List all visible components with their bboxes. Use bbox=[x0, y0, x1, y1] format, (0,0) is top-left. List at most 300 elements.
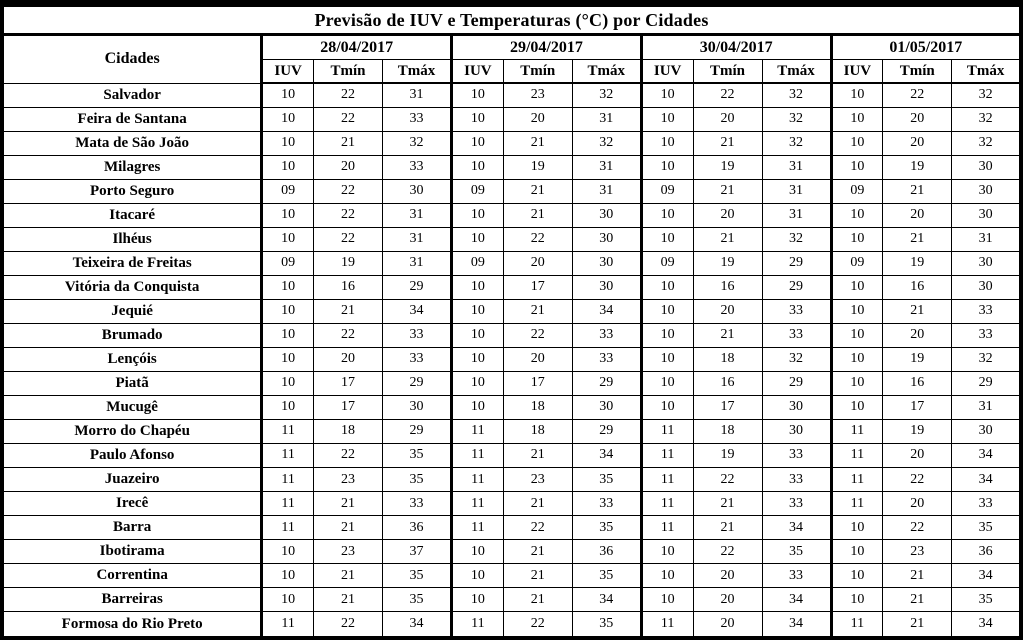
value-cell: 33 bbox=[383, 107, 452, 131]
value-cell: 32 bbox=[952, 107, 1021, 131]
value-cell: 10 bbox=[262, 131, 314, 155]
value-cell: 32 bbox=[762, 131, 831, 155]
value-cell: 22 bbox=[314, 107, 383, 131]
value-cell: 22 bbox=[314, 83, 383, 107]
value-cell: 34 bbox=[572, 588, 641, 612]
value-cell: 33 bbox=[762, 443, 831, 467]
date-header-3: 30/04/2017 bbox=[641, 35, 831, 60]
value-cell: 16 bbox=[693, 275, 762, 299]
value-cell: 11 bbox=[831, 492, 883, 516]
table-title: Previsão de IUV e Temperaturas (°C) por Cidades bbox=[2, 4, 1021, 35]
value-cell: 21 bbox=[314, 299, 383, 323]
value-cell: 33 bbox=[383, 155, 452, 179]
value-cell: 23 bbox=[314, 468, 383, 492]
value-cell: 11 bbox=[262, 612, 314, 638]
value-cell: 31 bbox=[762, 155, 831, 179]
value-cell: 37 bbox=[383, 540, 452, 564]
value-cell: 10 bbox=[831, 323, 883, 347]
value-cell: 11 bbox=[641, 443, 693, 467]
city-cell: Piatã bbox=[2, 371, 262, 395]
value-cell: 19 bbox=[314, 251, 383, 275]
value-cell: 10 bbox=[452, 564, 504, 588]
value-cell: 10 bbox=[831, 395, 883, 419]
value-cell: 10 bbox=[831, 564, 883, 588]
value-cell: 30 bbox=[952, 179, 1021, 203]
value-cell: 20 bbox=[314, 347, 383, 371]
value-cell: 11 bbox=[641, 612, 693, 638]
value-cell: 10 bbox=[262, 347, 314, 371]
value-cell: 31 bbox=[952, 395, 1021, 419]
value-cell: 20 bbox=[693, 612, 762, 638]
value-cell: 22 bbox=[693, 468, 762, 492]
subheader-iuv: IUV bbox=[452, 60, 504, 84]
value-cell: 22 bbox=[693, 540, 762, 564]
value-cell: 22 bbox=[314, 203, 383, 227]
value-cell: 21 bbox=[314, 588, 383, 612]
value-cell: 09 bbox=[262, 251, 314, 275]
table-row bbox=[2, 107, 1021, 131]
value-cell: 29 bbox=[762, 371, 831, 395]
value-cell: 09 bbox=[641, 251, 693, 275]
value-cell: 09 bbox=[641, 179, 693, 203]
city-cell: Barreiras bbox=[2, 588, 262, 612]
value-cell: 10 bbox=[262, 323, 314, 347]
value-cell: 10 bbox=[452, 588, 504, 612]
value-cell: 10 bbox=[641, 588, 693, 612]
value-cell: 33 bbox=[762, 299, 831, 323]
value-cell: 34 bbox=[762, 516, 831, 540]
value-cell: 10 bbox=[641, 107, 693, 131]
value-cell: 31 bbox=[572, 155, 641, 179]
value-cell: 11 bbox=[641, 516, 693, 540]
value-cell: 21 bbox=[693, 131, 762, 155]
value-cell: 29 bbox=[383, 275, 452, 299]
date-header-row bbox=[2, 35, 1021, 60]
value-cell: 17 bbox=[883, 395, 952, 419]
value-cell: 22 bbox=[883, 516, 952, 540]
value-cell: 09 bbox=[831, 179, 883, 203]
value-cell: 10 bbox=[831, 540, 883, 564]
subheader-tmax: Tmáx bbox=[762, 60, 831, 84]
value-cell: 30 bbox=[572, 251, 641, 275]
city-cell: Lençóis bbox=[2, 347, 262, 371]
value-cell: 10 bbox=[452, 227, 504, 251]
value-cell: 22 bbox=[314, 612, 383, 638]
value-cell: 10 bbox=[831, 203, 883, 227]
value-cell: 10 bbox=[262, 203, 314, 227]
cities-column-header: Cidades bbox=[2, 35, 262, 84]
value-cell: 23 bbox=[503, 468, 572, 492]
value-cell: 22 bbox=[883, 83, 952, 107]
value-cell: 20 bbox=[693, 564, 762, 588]
value-cell: 10 bbox=[641, 155, 693, 179]
value-cell: 35 bbox=[572, 564, 641, 588]
value-cell: 22 bbox=[883, 468, 952, 492]
value-cell: 17 bbox=[503, 275, 572, 299]
value-cell: 35 bbox=[383, 468, 452, 492]
value-cell: 21 bbox=[693, 516, 762, 540]
value-cell: 33 bbox=[762, 564, 831, 588]
table-row bbox=[2, 323, 1021, 347]
value-cell: 31 bbox=[572, 179, 641, 203]
value-cell: 33 bbox=[572, 492, 641, 516]
table-row bbox=[2, 419, 1021, 443]
value-cell: 21 bbox=[883, 227, 952, 251]
value-cell: 11 bbox=[452, 492, 504, 516]
value-cell: 29 bbox=[572, 419, 641, 443]
value-cell: 10 bbox=[831, 107, 883, 131]
value-cell: 32 bbox=[762, 227, 831, 251]
value-cell: 35 bbox=[383, 443, 452, 467]
city-cell: Ibotirama bbox=[2, 540, 262, 564]
value-cell: 10 bbox=[452, 155, 504, 179]
value-cell: 10 bbox=[262, 107, 314, 131]
value-cell: 23 bbox=[503, 83, 572, 107]
value-cell: 10 bbox=[641, 323, 693, 347]
value-cell: 21 bbox=[503, 564, 572, 588]
value-cell: 32 bbox=[952, 347, 1021, 371]
value-cell: 22 bbox=[503, 227, 572, 251]
subheader-tmin: Tmín bbox=[883, 60, 952, 84]
value-cell: 10 bbox=[831, 371, 883, 395]
value-cell: 21 bbox=[503, 203, 572, 227]
value-cell: 10 bbox=[452, 323, 504, 347]
value-cell: 11 bbox=[641, 468, 693, 492]
value-cell: 10 bbox=[641, 203, 693, 227]
value-cell: 10 bbox=[262, 83, 314, 107]
value-cell: 19 bbox=[693, 155, 762, 179]
value-cell: 11 bbox=[641, 492, 693, 516]
value-cell: 10 bbox=[452, 540, 504, 564]
value-cell: 10 bbox=[831, 275, 883, 299]
subheader-iuv: IUV bbox=[262, 60, 314, 84]
value-cell: 18 bbox=[693, 419, 762, 443]
value-cell: 35 bbox=[952, 588, 1021, 612]
value-cell: 19 bbox=[883, 251, 952, 275]
value-cell: 34 bbox=[952, 564, 1021, 588]
value-cell: 17 bbox=[314, 371, 383, 395]
subheader-tmin: Tmín bbox=[693, 60, 762, 84]
value-cell: 33 bbox=[383, 492, 452, 516]
value-cell: 09 bbox=[452, 179, 504, 203]
value-cell: 10 bbox=[452, 347, 504, 371]
value-cell: 19 bbox=[693, 443, 762, 467]
value-cell: 32 bbox=[762, 83, 831, 107]
value-cell: 20 bbox=[883, 443, 952, 467]
value-cell: 21 bbox=[693, 492, 762, 516]
value-cell: 32 bbox=[383, 131, 452, 155]
city-cell: Brumado bbox=[2, 323, 262, 347]
value-cell: 18 bbox=[693, 347, 762, 371]
value-cell: 30 bbox=[952, 155, 1021, 179]
city-cell: Salvador bbox=[2, 83, 262, 107]
value-cell: 30 bbox=[572, 203, 641, 227]
value-cell: 16 bbox=[314, 275, 383, 299]
value-cell: 21 bbox=[883, 588, 952, 612]
value-cell: 22 bbox=[314, 179, 383, 203]
value-cell: 11 bbox=[831, 612, 883, 638]
value-cell: 10 bbox=[831, 227, 883, 251]
value-cell: 34 bbox=[762, 612, 831, 638]
table-body bbox=[2, 83, 1021, 638]
value-cell: 10 bbox=[452, 371, 504, 395]
city-cell: Correntina bbox=[2, 564, 262, 588]
value-cell: 10 bbox=[262, 155, 314, 179]
value-cell: 35 bbox=[762, 540, 831, 564]
value-cell: 29 bbox=[383, 371, 452, 395]
value-cell: 10 bbox=[262, 540, 314, 564]
value-cell: 17 bbox=[314, 395, 383, 419]
value-cell: 10 bbox=[641, 371, 693, 395]
subheader-tmax: Tmáx bbox=[952, 60, 1021, 84]
value-cell: 09 bbox=[452, 251, 504, 275]
value-cell: 33 bbox=[762, 492, 831, 516]
value-cell: 10 bbox=[641, 299, 693, 323]
value-cell: 33 bbox=[952, 492, 1021, 516]
table-row bbox=[2, 227, 1021, 251]
value-cell: 20 bbox=[503, 347, 572, 371]
value-cell: 31 bbox=[383, 203, 452, 227]
value-cell: 10 bbox=[641, 395, 693, 419]
value-cell: 20 bbox=[883, 107, 952, 131]
value-cell: 21 bbox=[693, 227, 762, 251]
city-cell: Mucugê bbox=[2, 395, 262, 419]
value-cell: 21 bbox=[503, 588, 572, 612]
city-cell: Teixeira de Freitas bbox=[2, 251, 262, 275]
value-cell: 10 bbox=[641, 83, 693, 107]
value-cell: 17 bbox=[503, 371, 572, 395]
date-header-4: 01/05/2017 bbox=[831, 35, 1021, 60]
value-cell: 33 bbox=[383, 323, 452, 347]
city-cell: Irecê bbox=[2, 492, 262, 516]
value-cell: 10 bbox=[641, 227, 693, 251]
value-cell: 10 bbox=[452, 395, 504, 419]
value-cell: 21 bbox=[314, 564, 383, 588]
value-cell: 30 bbox=[952, 251, 1021, 275]
value-cell: 10 bbox=[831, 83, 883, 107]
value-cell: 29 bbox=[952, 371, 1021, 395]
value-cell: 10 bbox=[262, 371, 314, 395]
value-cell: 21 bbox=[883, 564, 952, 588]
subheader-tmax: Tmáx bbox=[383, 60, 452, 84]
city-cell: Porto Seguro bbox=[2, 179, 262, 203]
value-cell: 20 bbox=[693, 203, 762, 227]
value-cell: 11 bbox=[262, 443, 314, 467]
table-row bbox=[2, 612, 1021, 638]
value-cell: 10 bbox=[831, 155, 883, 179]
value-cell: 33 bbox=[952, 323, 1021, 347]
value-cell: 10 bbox=[452, 203, 504, 227]
value-cell: 21 bbox=[503, 492, 572, 516]
table-row bbox=[2, 443, 1021, 467]
value-cell: 09 bbox=[262, 179, 314, 203]
value-cell: 20 bbox=[693, 299, 762, 323]
value-cell: 33 bbox=[762, 468, 831, 492]
table-row bbox=[2, 299, 1021, 323]
value-cell: 29 bbox=[572, 371, 641, 395]
value-cell: 35 bbox=[572, 612, 641, 638]
table-row bbox=[2, 131, 1021, 155]
value-cell: 22 bbox=[314, 443, 383, 467]
value-cell: 10 bbox=[831, 299, 883, 323]
table-row bbox=[2, 251, 1021, 275]
value-cell: 10 bbox=[452, 299, 504, 323]
table-row bbox=[2, 468, 1021, 492]
value-cell: 10 bbox=[641, 275, 693, 299]
date-header-2: 29/04/2017 bbox=[452, 35, 642, 60]
city-cell: Vitória da Conquista bbox=[2, 275, 262, 299]
value-cell: 21 bbox=[314, 492, 383, 516]
value-cell: 11 bbox=[452, 612, 504, 638]
value-cell: 10 bbox=[262, 299, 314, 323]
value-cell: 10 bbox=[452, 131, 504, 155]
value-cell: 10 bbox=[262, 395, 314, 419]
city-cell: Feira de Santana bbox=[2, 107, 262, 131]
city-cell: Mata de São João bbox=[2, 131, 262, 155]
value-cell: 09 bbox=[831, 251, 883, 275]
value-cell: 36 bbox=[383, 516, 452, 540]
value-cell: 11 bbox=[452, 419, 504, 443]
value-cell: 20 bbox=[883, 131, 952, 155]
value-cell: 19 bbox=[883, 419, 952, 443]
value-cell: 20 bbox=[693, 107, 762, 131]
value-cell: 31 bbox=[762, 203, 831, 227]
value-cell: 10 bbox=[262, 275, 314, 299]
value-cell: 34 bbox=[383, 299, 452, 323]
value-cell: 29 bbox=[383, 419, 452, 443]
value-cell: 31 bbox=[383, 251, 452, 275]
value-cell: 10 bbox=[831, 347, 883, 371]
value-cell: 16 bbox=[883, 371, 952, 395]
value-cell: 36 bbox=[952, 540, 1021, 564]
value-cell: 21 bbox=[883, 612, 952, 638]
value-cell: 34 bbox=[952, 468, 1021, 492]
value-cell: 10 bbox=[831, 516, 883, 540]
city-cell: Formosa do Rio Preto bbox=[2, 612, 262, 638]
table-row bbox=[2, 516, 1021, 540]
table-row bbox=[2, 588, 1021, 612]
date-header-1: 28/04/2017 bbox=[262, 35, 452, 60]
city-cell: Ilhéus bbox=[2, 227, 262, 251]
value-cell: 32 bbox=[572, 83, 641, 107]
value-cell: 19 bbox=[693, 251, 762, 275]
table-row bbox=[2, 540, 1021, 564]
table-row bbox=[2, 275, 1021, 299]
value-cell: 35 bbox=[383, 588, 452, 612]
value-cell: 16 bbox=[693, 371, 762, 395]
city-cell: Itacaré bbox=[2, 203, 262, 227]
value-cell: 33 bbox=[572, 323, 641, 347]
table-row bbox=[2, 83, 1021, 107]
table-row bbox=[2, 395, 1021, 419]
value-cell: 35 bbox=[572, 468, 641, 492]
title-row bbox=[2, 4, 1021, 35]
value-cell: 35 bbox=[383, 564, 452, 588]
value-cell: 33 bbox=[762, 323, 831, 347]
subheader-tmax: Tmáx bbox=[572, 60, 641, 84]
value-cell: 11 bbox=[452, 443, 504, 467]
table-header bbox=[2, 4, 1021, 84]
value-cell: 33 bbox=[572, 347, 641, 371]
value-cell: 21 bbox=[503, 443, 572, 467]
value-cell: 35 bbox=[572, 516, 641, 540]
value-cell: 21 bbox=[503, 131, 572, 155]
table-row bbox=[2, 179, 1021, 203]
value-cell: 33 bbox=[952, 299, 1021, 323]
table-row bbox=[2, 203, 1021, 227]
value-cell: 11 bbox=[262, 468, 314, 492]
value-cell: 10 bbox=[262, 588, 314, 612]
value-cell: 11 bbox=[452, 468, 504, 492]
table-row bbox=[2, 155, 1021, 179]
value-cell: 10 bbox=[641, 564, 693, 588]
value-cell: 21 bbox=[503, 540, 572, 564]
value-cell: 18 bbox=[503, 419, 572, 443]
value-cell: 20 bbox=[883, 323, 952, 347]
value-cell: 30 bbox=[762, 419, 831, 443]
city-cell: Barra bbox=[2, 516, 262, 540]
value-cell: 32 bbox=[952, 131, 1021, 155]
value-cell: 31 bbox=[572, 107, 641, 131]
value-cell: 10 bbox=[452, 275, 504, 299]
value-cell: 34 bbox=[952, 443, 1021, 467]
value-cell: 10 bbox=[831, 131, 883, 155]
value-cell: 11 bbox=[262, 492, 314, 516]
table-row bbox=[2, 347, 1021, 371]
value-cell: 20 bbox=[883, 203, 952, 227]
value-cell: 19 bbox=[883, 155, 952, 179]
value-cell: 21 bbox=[314, 516, 383, 540]
value-cell: 30 bbox=[952, 203, 1021, 227]
value-cell: 30 bbox=[383, 395, 452, 419]
city-cell: Morro do Chapéu bbox=[2, 419, 262, 443]
value-cell: 21 bbox=[503, 299, 572, 323]
value-cell: 21 bbox=[693, 323, 762, 347]
value-cell: 20 bbox=[693, 588, 762, 612]
value-cell: 35 bbox=[952, 516, 1021, 540]
value-cell: 20 bbox=[883, 492, 952, 516]
value-cell: 22 bbox=[503, 612, 572, 638]
value-cell: 31 bbox=[383, 227, 452, 251]
value-cell: 30 bbox=[383, 179, 452, 203]
value-cell: 21 bbox=[883, 179, 952, 203]
subheader-iuv: IUV bbox=[831, 60, 883, 84]
value-cell: 34 bbox=[762, 588, 831, 612]
value-cell: 34 bbox=[952, 612, 1021, 638]
value-cell: 10 bbox=[452, 107, 504, 131]
value-cell: 32 bbox=[762, 347, 831, 371]
value-cell: 34 bbox=[383, 612, 452, 638]
value-cell: 29 bbox=[762, 251, 831, 275]
value-cell: 20 bbox=[503, 251, 572, 275]
value-cell: 31 bbox=[762, 179, 831, 203]
value-cell: 21 bbox=[503, 179, 572, 203]
value-cell: 22 bbox=[503, 323, 572, 347]
subheader-tmin: Tmín bbox=[314, 60, 383, 84]
value-cell: 17 bbox=[693, 395, 762, 419]
value-cell: 10 bbox=[641, 347, 693, 371]
value-cell: 30 bbox=[572, 395, 641, 419]
value-cell: 10 bbox=[262, 227, 314, 251]
value-cell: 22 bbox=[314, 323, 383, 347]
value-cell: 10 bbox=[641, 131, 693, 155]
value-cell: 18 bbox=[314, 419, 383, 443]
value-cell: 20 bbox=[503, 107, 572, 131]
value-cell: 36 bbox=[572, 540, 641, 564]
value-cell: 19 bbox=[883, 347, 952, 371]
value-cell: 32 bbox=[762, 107, 831, 131]
value-cell: 20 bbox=[314, 155, 383, 179]
